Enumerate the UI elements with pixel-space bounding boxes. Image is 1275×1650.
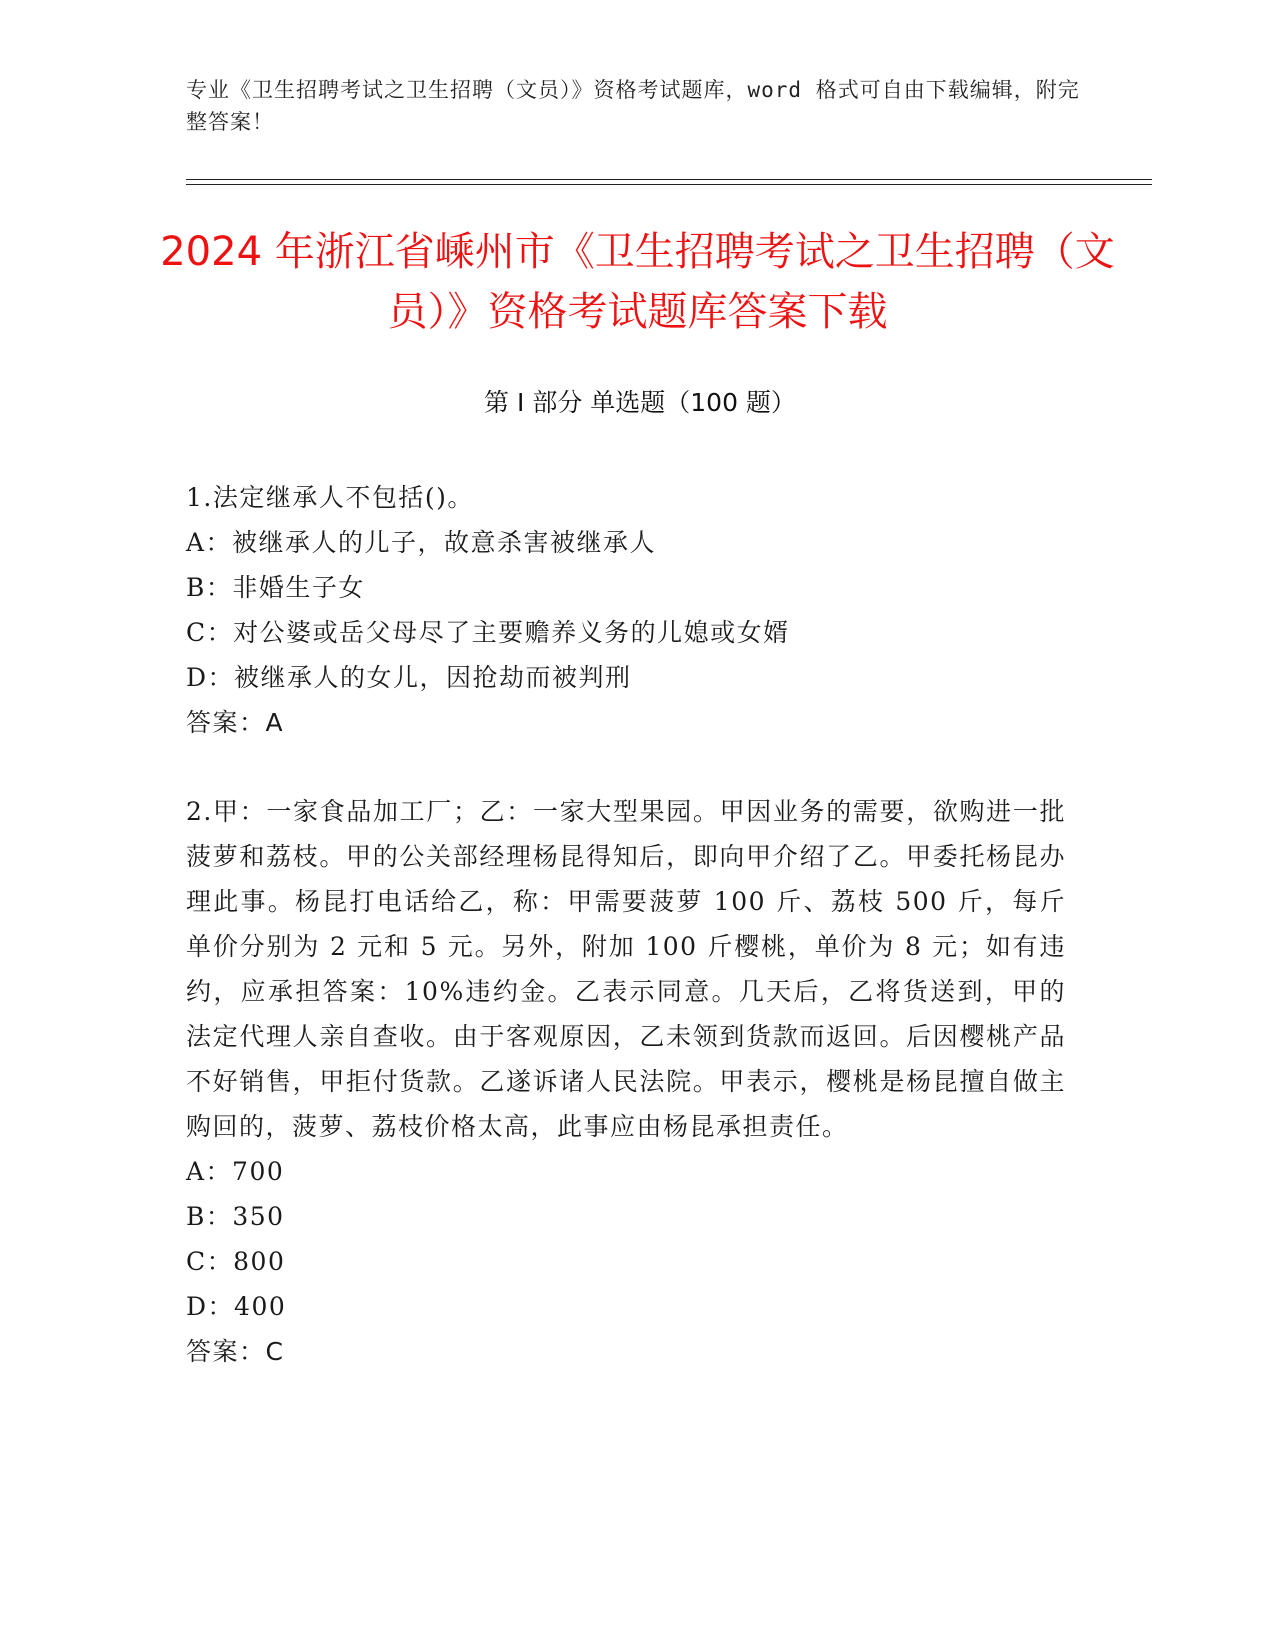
question-gap: [186, 745, 1066, 789]
option-c: C：800: [186, 1247, 286, 1276]
option-d: D：被继承人的女儿，因抢劫而被判刑: [186, 663, 632, 692]
answer-line: 答案：C: [186, 1337, 285, 1366]
option-b: B：350: [186, 1202, 285, 1231]
document-title: 2024 年浙江省嵊州市《卫生招聘考试之卫生招聘（文员）》资格考试题库答案下载: [160, 229, 1115, 335]
header-note: 专业《卫生招聘考试之卫生招聘（文员）》资格考试题库，word 格式可自由下载编辑，附完整答案！: [186, 78, 1080, 134]
option-d: D：400: [186, 1292, 287, 1321]
question-block: [186, 475, 1066, 745]
question-stem: 1.法定继承人不包括()。: [186, 483, 474, 512]
option-a: A：700: [186, 1157, 285, 1186]
header-divider-top: [186, 179, 1152, 180]
question-list: [186, 475, 1066, 1374]
question-stem: 2.甲：一家食品加工厂；乙：一家大型果园。甲因业务的需要，欲购进一批菠萝和荔枝。甲的公关部经理杨昆得知后，即向甲介绍了乙。甲委托杨昆办理此事。杨昆打电话给乙，称：甲需要菠萝 100 斤、荔枝 500 斤，每斤单价分别为 2 元和 5 元。另外，附加 100 斤樱桃，单价为 8 元；如有违约，应承担答案：10%违约金。乙表示同意。几天后，乙将货送到，甲的法定代理人亲自查收。由于客观原因，乙未领到货款而返回。后因樱桃产品不好销售，甲拒付货款。乙遂诉诸人民法院。甲表示，樱桃是杨昆擅自做主购回的，菠萝、荔枝价格太高，此事应由杨昆承担责任。: [186, 797, 1066, 1141]
header-divider-bottom: [186, 184, 1152, 185]
section-title: 第 I 部分 单选题（100 题）: [484, 388, 796, 417]
option-b: B：非婚生子女: [186, 573, 365, 602]
question-block: [186, 789, 1066, 1374]
option-a: A：被继承人的儿子，故意杀害被继承人: [186, 528, 657, 557]
option-c: C：对公婆或岳父母尽了主要赡养义务的儿媳或女婿: [186, 618, 790, 647]
answer-line: 答案：A: [186, 708, 285, 737]
